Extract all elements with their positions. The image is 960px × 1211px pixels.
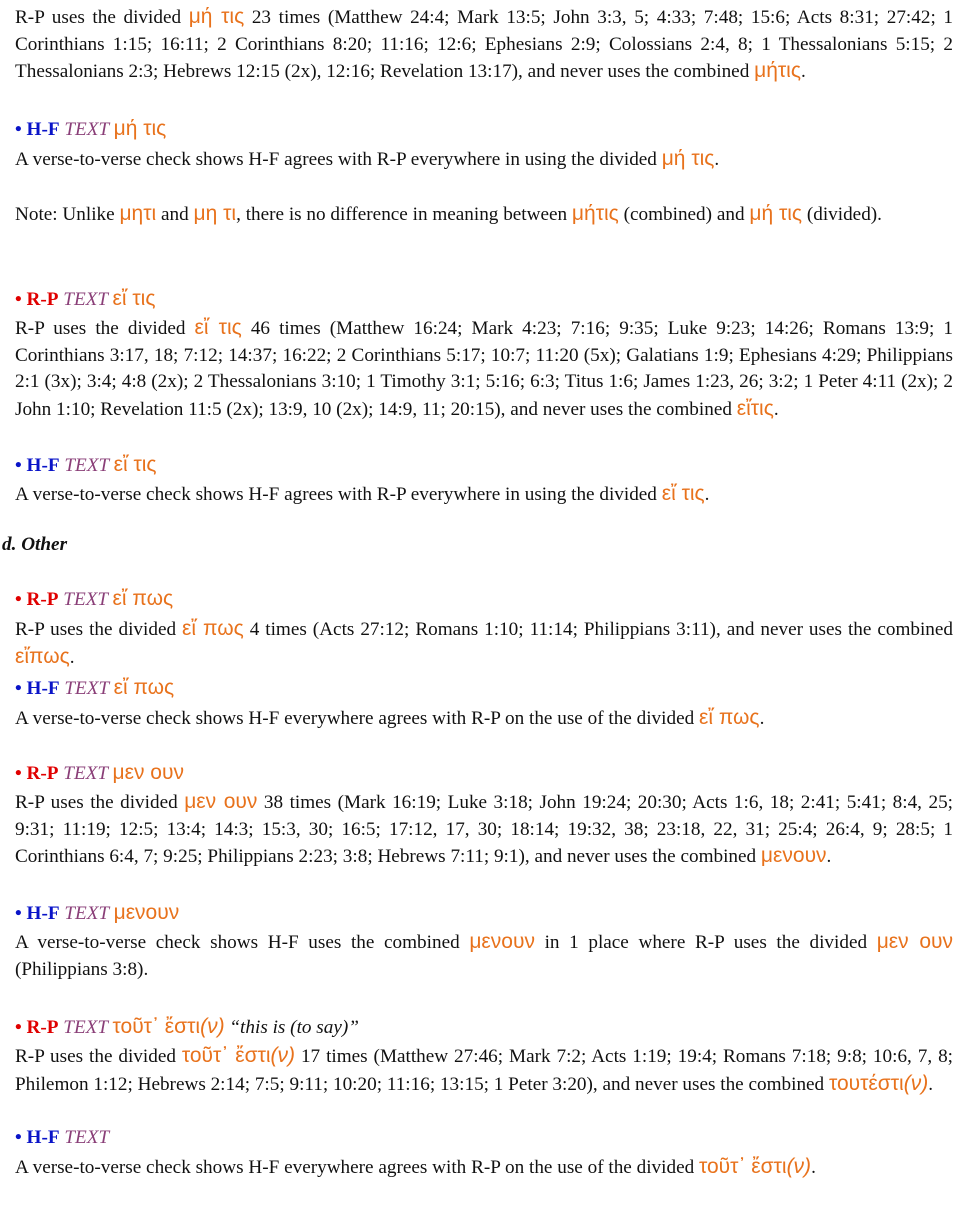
greek-suffix: (ν) [200,1015,225,1038]
greek-term: εἴ πως [112,587,174,610]
text: 23 times (Matthew 24:4; Mark 13:5; John 3:3, 5; 4:33; 7:48; 15:6; Acts 8:31; 27:42; 1 Corinthians 1:15; 16:11; 2 Corinthians 8:20; 11:16; 12:6; Ephesians 2:9; Colossians 2:4, 8; 1 Thessalonians 5:15; 2 Thessalonians 2:3; Hebrews 12:15 (2x), 12:16; Revelation 13:17), and never uses the combined [15,7,953,82]
greek-term: μή τις [661,147,715,170]
text: in 1 place where R-P uses the divided [534,932,877,953]
bullet-hf-ei-pos [15,675,953,703]
text: A verse-to-verse check shows H-F uses the combined [15,932,470,953]
paragraph-hf-tout-esti-check [15,1154,953,1182]
greek-term: τοῦτ᾽ ἔστι [181,1044,271,1067]
greek-term: εἴ πως [698,706,760,729]
text: R-P uses the divided [15,318,195,339]
text: . [773,398,779,420]
greek-term: μεν ουν [112,761,184,784]
text: and [156,204,194,225]
rp-label: R-P [26,589,59,610]
text: . [69,646,75,668]
text-label: TEXT [59,1127,110,1148]
hf-label: H-F [26,1127,60,1148]
text: (divided). [802,204,882,225]
greek-term: τοῦτ᾽ ἔστι [112,1015,201,1038]
text: A verse-to-verse check shows H-F everywhere agrees with R-P on the use of the divided [15,1157,699,1178]
paragraph-hf-me-tis-check [15,146,953,174]
paragraph-rp-me-tis-usage [15,4,953,86]
greek-term: μενουν [113,901,180,924]
bullet: • [15,455,27,476]
bullet-rp-men-oun [15,760,953,788]
text: 46 times (Matthew 16:24; Mark 4:23; 7:16; 9:35; Luke 9:23; 14:26; Romans 13:9; 1 Corinthians 3:17, 18; 7:12; 14:37; 16:22; 2 Corinthians 5:17; 10:7; 11:20 (5x); Galatians 1:9; Ephesians 4:29; Philippians 2:1 (3x); 3:4; 4:8 (2x); 2 Thessalonians 3:10; 1 Timothy 3:1; 5:16; 6:3; Titus 1:6; James 1:23, 26; 3:2; 1 Peter 4:11 (2x); 2 John 1:10; Revelation 11:5 (2x); 13:9, 10 (2x); 14:9, 11; 20:15), and never uses the combined [15,318,953,420]
text: . [826,846,832,867]
text: . [928,1073,933,1095]
text-label: TEXT [58,289,113,310]
rp-label: R-P [26,763,59,784]
text: . [800,61,806,82]
text: (Philippians 3:8). [15,958,149,980]
text-label: TEXT [58,589,113,610]
greek-term: μητι [119,202,157,225]
text-label: TEXT [58,763,113,784]
greek-term: τουτέστι [828,1071,904,1095]
text-label: TEXT [59,119,114,140]
greek-suffix: (ν) [903,1071,929,1095]
greek-term: μή τις [749,202,803,225]
greek-term: τοῦτ᾽ ἔστι [698,1155,787,1178]
greek-term: μεν ουν [876,930,953,953]
text: . [714,149,720,170]
text: 4 times (Acts 27:12; Romans 1:10; 11:14; Philippians 3:11), and never uses the combined [243,619,954,640]
greek-term: μενουν [469,930,535,953]
greek-term: μενουν [760,844,827,867]
text-label: TEXT [58,1017,113,1038]
hf-label: H-F [26,455,60,476]
bullet: • [15,1127,27,1148]
greek-term: μήτις [754,59,801,82]
text: R-P uses the divided [15,792,185,813]
text: A verse-to-verse check shows H-F agrees with R-P everywhere in using the divided [15,484,662,505]
text: A verse-to-verse check shows H-F everywhere agrees with R-P on the use of the divided [15,708,699,729]
text: R-P uses the divided [15,619,183,640]
greek-suffix: (ν) [270,1044,296,1067]
greek-suffix: (ν) [786,1155,812,1178]
text-label: TEXT [59,678,114,699]
bullet-rp-tout-esti [15,1014,953,1042]
text-label: TEXT [59,455,114,476]
text: 17 times (Matthew 27:46; Mark 7:2; Acts 1:19; 19:4; Romans 7:18; 9:8; 10:6, 7, 8; Philemon 1:12; Hebrews 2:14; 7:5; 9:11; 10:20; 11:16; 13:15; 1 Peter 3:20), and never uses the combined [15,1046,953,1095]
bullet-rp-ei-pos [15,586,953,614]
bullet-hf-me-tis [15,116,953,144]
greek-term: μεν ουν [184,790,258,813]
bullet-hf-tout-esti [15,1125,953,1152]
greek-term: εἴ τις [113,453,157,476]
paragraph-rp-men-oun-usage [15,789,953,871]
bullet: • [15,119,27,140]
bullet: • [15,589,27,610]
text: 38 times (Mark 16:19; Luke 3:18; John 19:24; 20:30; Acts 1:6, 18; 2:41; 5:41; 8:4, 25; 9:31; 11:19; 12:5; 13:4; 14:3; 15:3, 30; 16:5; 17:12, 17, 30; 18:14; 19:32, 38; 23:18, 22, 31; 25:4; 26:4, 9; 28:5; 1 Corinthians 6:4, 7; 9:25; Philippians 2:23; 3:8; Hebrews 7:11; 9:1), and never uses the combined [15,792,953,867]
bullet: • [15,678,27,699]
paragraph-rp-tout-esti-usage [15,1043,953,1098]
rp-label: R-P [26,289,59,310]
paragraph-rp-ei-pos-usage [15,616,953,671]
greek-term: εἴπως [15,644,70,668]
paragraph-hf-ei-tis-check [15,481,953,509]
text: R-P uses the divided [15,1046,182,1067]
text: R-P uses the divided [15,7,189,28]
section-heading-other: d. Other [2,534,68,555]
greek-term: εἴτις [736,396,774,420]
greek-term: εἴ τις [194,316,242,339]
greek-term: εἴ τις [112,287,156,310]
bullet-hf-menoun [15,900,953,928]
greek-term: εἴ τις [661,482,705,505]
text: (combined) and [618,204,750,225]
text: Note: Unlike [15,204,120,225]
bullet-hf-ei-tis [15,452,953,480]
paragraph-hf-menoun-check [15,929,953,983]
rp-label: R-P [26,1017,59,1038]
greek-term: μήτις [571,202,619,225]
greek-term: μή τις [188,5,245,28]
text: . [704,484,710,505]
text: . [759,708,765,729]
gloss: “this is (to say)” [224,1017,359,1038]
bullet: • [15,763,27,784]
paragraph-note [15,201,953,229]
greek-term: εἴ πως [182,617,244,640]
bullet: • [15,289,27,310]
text-label: TEXT [59,903,114,924]
greek-term: μη τι [193,202,237,225]
text: . [811,1157,816,1178]
bullet-rp-ei-tis [15,286,953,314]
text: A verse-to-verse check shows H-F agrees with R-P everywhere in using the divided [15,149,662,170]
bullet: • [15,903,27,924]
hf-label: H-F [26,903,60,924]
text: , there is no difference in meaning between [236,204,572,225]
paragraph-rp-ei-tis-usage [15,315,953,423]
greek-term: μή τις [113,117,167,140]
hf-label: H-F [26,119,60,140]
bullet: • [15,1017,27,1038]
greek-term: εἴ πως [113,676,175,699]
paragraph-hf-ei-pos-check [15,705,953,733]
hf-label: H-F [26,678,60,699]
